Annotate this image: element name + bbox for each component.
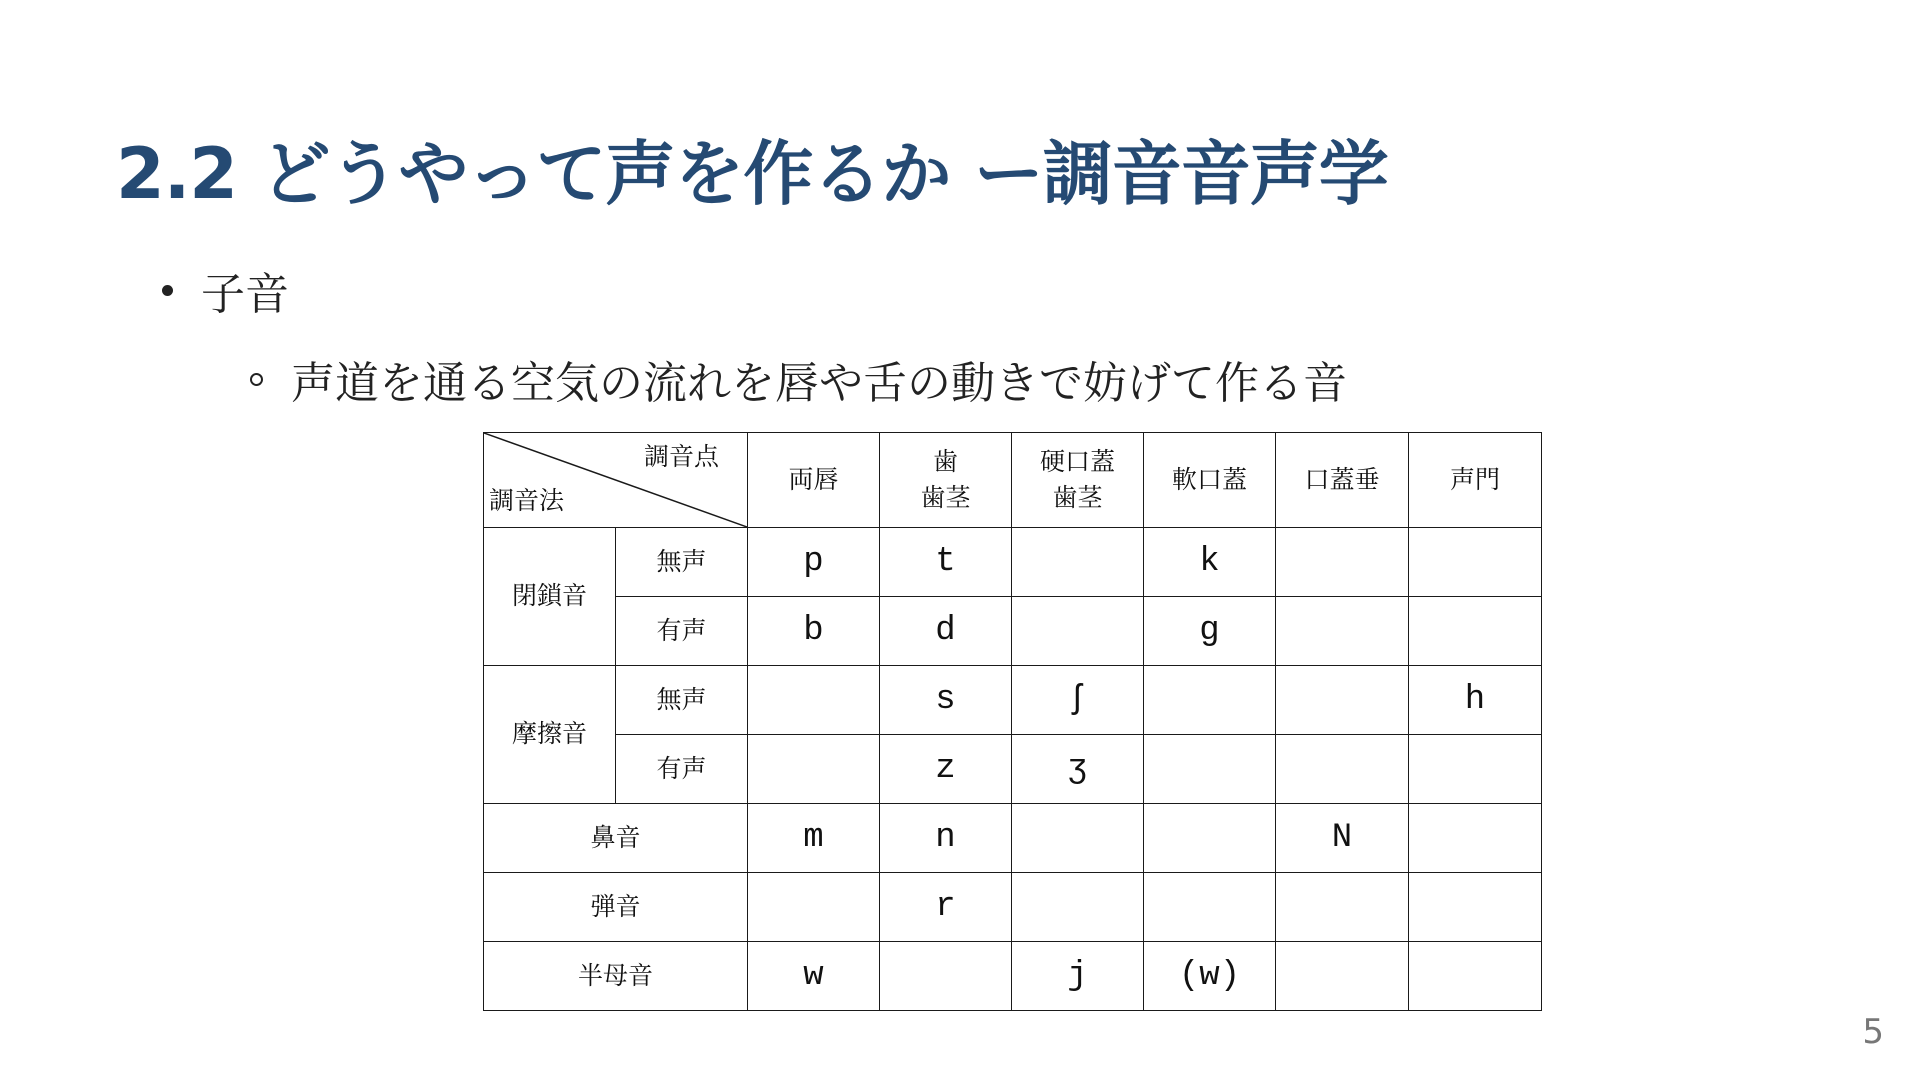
phoneme-cell: [1409, 804, 1542, 873]
phoneme-cell: [1012, 873, 1144, 942]
consonant-table-wrapper: [483, 432, 1542, 1011]
consonant-table: [483, 432, 1542, 1011]
phoneme-cell: [748, 735, 880, 804]
sub-bullet-definition: [250, 347, 1347, 411]
phoneme-cell: [1409, 942, 1542, 1011]
place-header-cell: [1012, 433, 1144, 528]
table-row: [484, 666, 1542, 735]
phoneme-cell: [1409, 735, 1542, 804]
phoneme-cell: [1409, 597, 1542, 666]
table-row: [484, 804, 1542, 873]
voicing-label-cell: 有声: [616, 597, 748, 666]
phoneme-cell: [1144, 873, 1276, 942]
phoneme-cell: [1144, 804, 1276, 873]
phoneme-cell: [1144, 735, 1276, 804]
place-header-cell: [1276, 433, 1409, 528]
phoneme-cell: d: [880, 597, 1012, 666]
corner-place-label: 調音点: [643, 442, 719, 471]
phoneme-cell: w: [748, 942, 880, 1011]
phoneme-cell: s: [880, 666, 1012, 735]
phoneme-cell: [1276, 942, 1409, 1011]
phoneme-cell: k: [1144, 528, 1276, 597]
bullet-consonant-text: 子音: [201, 269, 289, 320]
table-header-row: [484, 433, 1542, 528]
place-header-cell: [1144, 433, 1276, 528]
phoneme-cell: [1409, 528, 1542, 597]
table-row: [484, 528, 1542, 597]
phoneme-cell: [1276, 528, 1409, 597]
place-header-cell: [748, 433, 880, 528]
voicing-label-cell: 無声: [616, 666, 748, 735]
phoneme-cell: [1276, 666, 1409, 735]
voicing-label-cell: 有声: [616, 735, 748, 804]
sub-bullet-text: 声道を通る空気の流れを唇や舌の動きで妨げて作る音: [291, 358, 1347, 409]
phoneme-cell: [1409, 873, 1542, 942]
phoneme-cell: ʒ: [1012, 735, 1144, 804]
table-row: [484, 873, 1542, 942]
phoneme-cell: j: [1012, 942, 1144, 1011]
phoneme-cell: z: [880, 735, 1012, 804]
place-header-label: 軟口蓋: [1171, 464, 1247, 494]
phoneme-cell: b: [748, 597, 880, 666]
phoneme-cell: [1012, 528, 1144, 597]
corner-manner-label: 調音法: [489, 485, 565, 515]
place-header-label: 声門: [1449, 464, 1500, 494]
phoneme-cell: [1276, 597, 1409, 666]
phoneme-cell: [748, 873, 880, 942]
phoneme-cell: ʃ: [1012, 666, 1144, 735]
phoneme-cell: t: [880, 528, 1012, 597]
phoneme-cell: N: [1276, 804, 1409, 873]
page-number: 5: [1862, 1012, 1884, 1052]
phoneme-cell: h: [1409, 666, 1542, 735]
phoneme-cell: [1144, 666, 1276, 735]
table-row: [484, 597, 1542, 666]
table-row: [484, 735, 1542, 804]
place-header-label: 歯: [932, 446, 958, 476]
place-header-cell: [880, 433, 1012, 528]
place-header-label: 硬口蓋: [1039, 446, 1115, 476]
place-header-label: 両唇: [788, 464, 839, 494]
phoneme-cell: g: [1144, 597, 1276, 666]
slide-title: 2.2 どうやって声を作るか ー調音音声学: [116, 133, 1388, 215]
manner-label-cell: 鼻音: [484, 804, 748, 873]
phoneme-cell: [1276, 735, 1409, 804]
phoneme-cell: [880, 942, 1012, 1011]
manner-label-cell: 摩擦音: [484, 666, 616, 804]
phoneme-cell: n: [880, 804, 1012, 873]
phoneme-cell: m: [748, 804, 880, 873]
phoneme-cell: r: [880, 873, 1012, 942]
bullet-dot-icon: [162, 285, 173, 296]
phoneme-cell: [1276, 873, 1409, 942]
phoneme-cell: [748, 666, 880, 735]
phoneme-cell: (w): [1144, 942, 1276, 1011]
table-row: [484, 942, 1542, 1011]
place-header-sublabel: 歯茎: [920, 483, 971, 512]
manner-label-cell: 閉鎖音: [484, 528, 616, 666]
hollow-bullet-icon: [250, 373, 263, 386]
phoneme-cell: [1012, 804, 1144, 873]
phoneme-cell: [1012, 597, 1144, 666]
voicing-label-cell: 無声: [616, 528, 748, 597]
table-corner-cell: [484, 433, 748, 528]
place-header-cell: [1409, 433, 1542, 528]
phoneme-cell: p: [748, 528, 880, 597]
bullet-consonant: [162, 258, 289, 322]
manner-label-cell: 弾音: [484, 873, 748, 942]
manner-label-cell: 半母音: [484, 942, 748, 1011]
table-body: [484, 433, 1542, 1011]
place-header-label: 口蓋垂: [1304, 464, 1380, 494]
place-header-sublabel: 歯茎: [1052, 483, 1103, 512]
